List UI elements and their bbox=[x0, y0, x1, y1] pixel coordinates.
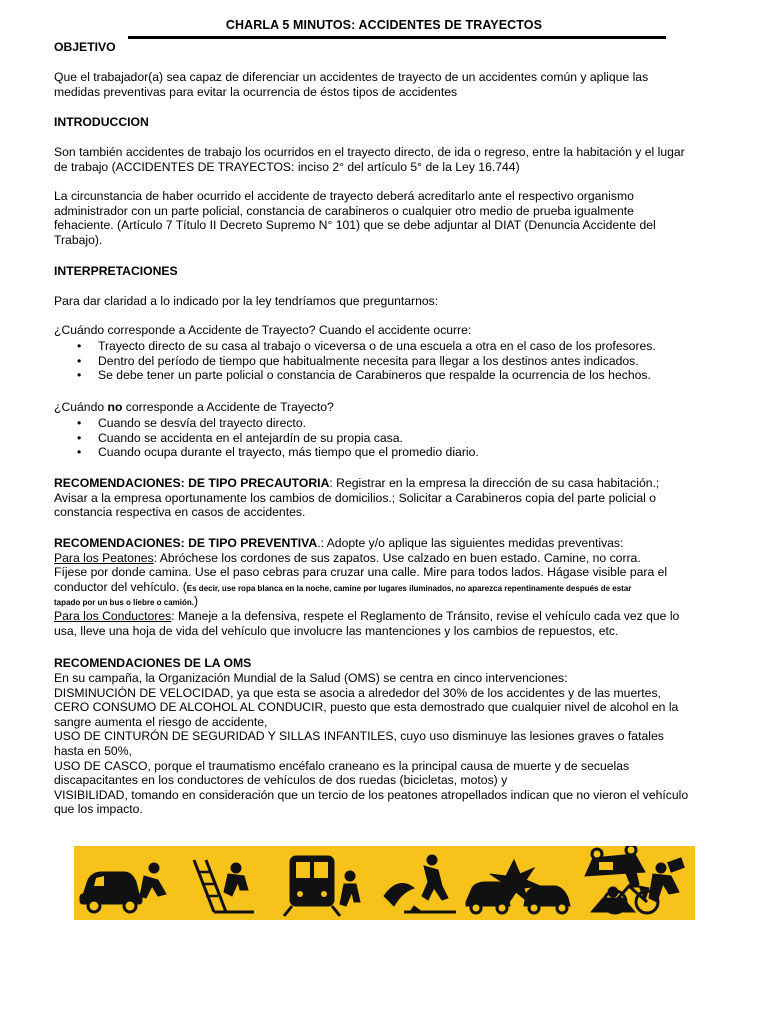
precautoria-heading: RECOMENDACIONES: DE TIPO PRECAUTORIA bbox=[54, 476, 330, 490]
q2-list bbox=[54, 416, 718, 460]
list-item: • Cuando se desvía del trayecto directo. bbox=[54, 416, 718, 431]
oms-line: que los impacto. bbox=[54, 802, 143, 817]
oms-line: En su campaña, la Organización Mundial de la Salud (OMS) se centra en cinco intervenciones: bbox=[54, 671, 568, 685]
introduccion-heading: INTRODUCCION bbox=[54, 115, 149, 129]
conductores-label: Para los Conductores bbox=[54, 608, 172, 623]
list-item: • Cuando ocupa durante el trayecto, más tiempo que el promedio diario. bbox=[54, 445, 718, 460]
list-item: • Se debe tener un parte policial o constancia de Carabineros que respalde la ocurrencia de los hechos. bbox=[54, 368, 718, 383]
introduccion-line: fehaciente. (Artículo 7 Título II Decreto Supremo N° 101) que se debe adjuntar al DIAT (Denuncia Accidente del bbox=[54, 218, 656, 233]
conductores-text: : Maneje a la defensiva, respete el Reglamento de Tránsito, revise el vehículo cada vez que lo bbox=[171, 608, 680, 623]
precautoria-section bbox=[54, 476, 718, 520]
title-rule bbox=[128, 36, 666, 39]
oms-line: CERO CONSUMO DE ALCOHOL AL CONDUCIR, puesto que esta demostrado que cualquier nivel de alcohol en la bbox=[54, 700, 679, 715]
introduccion-line: Trabajo). bbox=[54, 232, 103, 247]
introduccion-p2 bbox=[54, 189, 718, 247]
peatones-label: Para los Peatones bbox=[54, 550, 154, 565]
introduccion-p1 bbox=[54, 145, 718, 174]
objetivo-line: Que el trabajador(a) sea capaz de diferenciar un accidentes de trayecto de un accidentes común y aplique las bbox=[54, 70, 649, 84]
interpretaciones-q2 bbox=[54, 400, 718, 415]
conductores-line: usa, lleve una hoja de vida del vehículo que involucre las mantenciones y los cambios de repuestos, etc. bbox=[54, 623, 619, 638]
peatones-note: Es decir, use ropa blanca en la noche, camine por lugares iluminados, no aparezca repentinamente después de estar bbox=[186, 583, 632, 593]
q2-prefix: ¿Cuándo bbox=[54, 400, 108, 414]
oms-line: DISMINUCIÓN DE VELOCIDAD, ya que esta se asocia a alrededor del 30% de los accidentes y de las muertes, bbox=[54, 685, 661, 700]
oms-text bbox=[54, 671, 718, 817]
peatones-text: : Abróchese los cordones de sus zapatos. Use calzado en buen estado. Camine, no corra. bbox=[153, 550, 641, 565]
introduccion-line: La circunstancia de haber ocurrido el accidente de trayecto deberá acreditarlo ante el respectivo organismo bbox=[54, 189, 634, 203]
car-hits-pedestrian-icon bbox=[80, 863, 166, 912]
interpretaciones-intro: Para dar claridad a lo indicado por la ley tendríamos que preguntarnos: bbox=[54, 294, 439, 308]
oms-heading: RECOMENDACIONES DE LA OMS bbox=[54, 656, 252, 670]
introduccion-line: Son también accidentes de trabajo los ocurridos en el trayecto directo, de ida o regreso, entre la habitación y el lugar bbox=[54, 145, 685, 159]
oms-line: sangre aumenta el riesgo de accidente, bbox=[54, 714, 268, 729]
preventiva-text: .: Adopte y/o aplique las siguientes medidas preventivas: bbox=[317, 536, 624, 550]
introduccion-line: de trabajo (ACCIDENTES DE TRAYECTOS: inciso 2° del artículo 5° de la Ley 16.744) bbox=[54, 159, 520, 174]
precautoria-text: : Registrar en la empresa la dirección de su casa habitación.; bbox=[329, 476, 660, 490]
oms-line: USO DE CASCO, porque el traumatismo encéfalo craneano es la principal causa de muerte y de secuelas bbox=[54, 758, 630, 773]
interpretaciones-q1: ¿Cuándo corresponde a Accidente de Trayecto? Cuando el accidente ocurre: bbox=[54, 323, 472, 337]
objetivo-text bbox=[54, 70, 718, 99]
peatones-line: conductor del vehículo. ( bbox=[54, 579, 187, 594]
oms-line: USO DE CINTURÓN DE SEGURIDAD Y SILLAS INFANTILES, cuyo uso disminuye las lesiones graves o fatales bbox=[54, 729, 664, 744]
interpretaciones-heading: INTERPRETACIONES bbox=[54, 264, 178, 278]
introduccion-line: administrador con un parte policial, constancia de carabineros o cualquier otro medio de prueba igualmente bbox=[54, 203, 634, 218]
q1-list bbox=[54, 339, 718, 383]
pictogram-strip bbox=[74, 846, 695, 920]
peatones-line: Fíjese por donde camina. Use el paso cebras para cruzar una calle. Mire para todos lados. Hágase visible para el bbox=[54, 565, 668, 580]
objetivo-heading: OBJETIVO bbox=[54, 40, 116, 54]
precautoria-line: Avisar a la empresa oportunamente los cambios de domicilios.; Solicitar a Carabineros copia del parte policial o bbox=[54, 490, 657, 505]
objetivo-line: medidas preventivas para evitar la ocurrencia de éstos tipos de accidentes bbox=[54, 84, 458, 99]
tripping-person-icon bbox=[384, 855, 456, 912]
list-item: • Dentro del período de tiempo que habitualmente necesita para llegar a los destinos antes indicados. bbox=[54, 354, 718, 369]
precautoria-line: constancia respectiva en casos de accidentes. bbox=[54, 505, 306, 520]
preventiva-section bbox=[54, 536, 718, 638]
list-item: • Trayecto directo de su casa al trabajo o viceversa o de una escuela a otra en el caso de los profesores. bbox=[54, 339, 718, 354]
list-item: • Cuando se accidenta en el antejardín de su propia casa. bbox=[54, 431, 718, 446]
oms-line: hasta en 50%, bbox=[54, 743, 132, 758]
oms-line: VISIBILIDAD, tomando en consideración que un tercio de los peatones atropellados indican que no vieron el vehículo bbox=[54, 787, 689, 802]
falling-worker-icon bbox=[194, 860, 254, 912]
q2-emphasis: no bbox=[107, 400, 123, 414]
q2-suffix: corresponde a Accidente de Trayecto? bbox=[122, 400, 334, 414]
peatones-note: tapado por un bus o liebre o camión. bbox=[54, 598, 195, 608]
preventiva-heading: RECOMENDACIONES: DE TIPO PREVENTIVA bbox=[54, 536, 318, 550]
page-title: CHARLA 5 MINUTOS: ACCIDENTES DE TRAYECTOS bbox=[225, 18, 543, 32]
train-icon bbox=[284, 856, 360, 916]
oms-line: discapacitantes en los conductores de vehículos de dos ruedas (bicicletas, motos) y bbox=[54, 773, 508, 788]
accident-pictogram-banner bbox=[74, 846, 695, 920]
overturned-vehicle-icon bbox=[585, 846, 649, 912]
car-collision-icon bbox=[466, 860, 570, 913]
peatones-close: ) bbox=[194, 594, 199, 609]
